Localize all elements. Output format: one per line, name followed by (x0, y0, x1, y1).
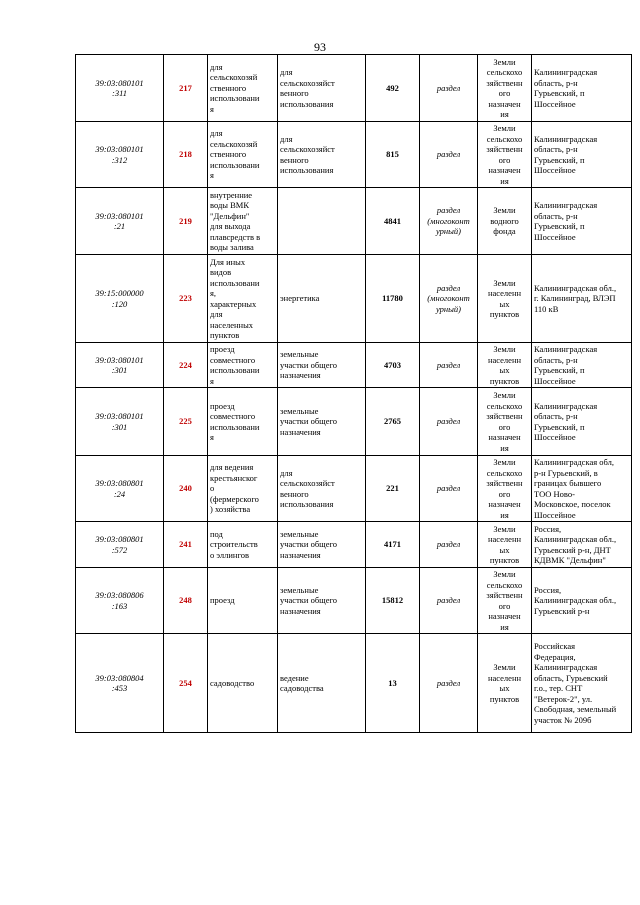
use-type-cell: земельные участки общего назначения (278, 568, 366, 634)
permitted-use-cell: для сельскохозяй ственного использовани я (208, 122, 278, 188)
land-category-cell: Земли водного фонда (478, 188, 532, 255)
area-cell: 11780 (366, 255, 420, 343)
use-type-cell: ведение садоводства (278, 634, 366, 733)
cadastral-number-cell: 39:03:080101 :301 (76, 388, 164, 456)
plot-id-cell: 254 (164, 634, 208, 733)
land-category-cell: Земли населенн ых пунктов (478, 255, 532, 343)
plot-id-cell: 219 (164, 188, 208, 255)
cadastral-number-cell: 39:03:080101 :312 (76, 122, 164, 188)
area-cell: 221 (366, 456, 420, 522)
table-row (76, 188, 632, 255)
permitted-use-cell: под строительств о эллингов (208, 522, 278, 568)
use-type-cell: земельные участки общего назначения (278, 343, 366, 388)
cadastral-number-cell: 39:03:080101 :21 (76, 188, 164, 255)
area-cell: 15812 (366, 568, 420, 634)
operation-kind-cell: раздел (420, 522, 478, 568)
address-cell: Российская Федерация, Калининградская область, Гурьевский г.о., тер. СНТ "Ветерок-2", ул. Свободная, земельный участок № 209б (532, 634, 632, 733)
address-cell: Россия, Калининградская обл., Гурьевский р-н, ДНТ КДВМК "Дельфин" (532, 522, 632, 568)
permitted-use-cell: садоводство (208, 634, 278, 733)
area-cell: 13 (366, 634, 420, 733)
table-row (76, 522, 632, 568)
table-row (76, 255, 632, 343)
area-cell: 4841 (366, 188, 420, 255)
cadastral-number-cell: 39:03:080101 :311 (76, 55, 164, 122)
address-cell: Калининградская область, р-н Гурьевский, п Шоссейное (532, 343, 632, 388)
plot-id-cell: 241 (164, 522, 208, 568)
plot-id-cell: 248 (164, 568, 208, 634)
use-type-cell: для сельскохозяйст венного использования (278, 456, 366, 522)
table-row (76, 343, 632, 388)
address-cell: Калининградская область, р-н Гурьевский, п Шоссейное (532, 55, 632, 122)
permitted-use-cell: Для иных видов использовани я, характерных для населенных пунктов (208, 255, 278, 343)
address-cell: Калининградская область, р-н Гурьевский, п Шоссейное (532, 388, 632, 456)
cadastral-number-cell: 39:15:000000 :120 (76, 255, 164, 343)
permitted-use-cell: проезд совместного использовани я (208, 343, 278, 388)
permitted-use-cell: для ведения крестьянског о (фермерского ) хозяйства (208, 456, 278, 522)
plot-id-cell: 225 (164, 388, 208, 456)
address-cell: Россия, Калининградская обл., Гурьевский р-н (532, 568, 632, 634)
land-category-cell: Земли сельскохо зяйственн ого назначен ия (478, 568, 532, 634)
address-cell: Калининградская обл., г. Калининград, ВЛЭП 110 кВ (532, 255, 632, 343)
table-row (76, 55, 632, 122)
table-row (76, 634, 632, 733)
land-plots-table (75, 54, 632, 733)
address-cell: Калининградская область, р-н Гурьевский, п Шоссейное (532, 122, 632, 188)
table-row (76, 456, 632, 522)
operation-kind-cell: раздел (420, 122, 478, 188)
cadastral-number-cell: 39:03:080801 :24 (76, 456, 164, 522)
use-type-cell: земельные участки общего назначения (278, 522, 366, 568)
area-cell: 492 (366, 55, 420, 122)
table-row (76, 122, 632, 188)
operation-kind-cell: раздел (420, 55, 478, 122)
land-category-cell: Земли сельскохо зяйственн ого назначен ия (478, 388, 532, 456)
plot-id-cell: 224 (164, 343, 208, 388)
cadastral-number-cell: 39:03:080101 :301 (76, 343, 164, 388)
land-category-cell: Земли населенн ых пунктов (478, 634, 532, 733)
use-type-cell: для сельскохозяйст венного использования (278, 55, 366, 122)
area-cell: 4703 (366, 343, 420, 388)
plot-id-cell: 218 (164, 122, 208, 188)
address-cell: Калининградская область, р-н Гурьевский, п Шоссейное (532, 188, 632, 255)
cadastral-number-cell: 39:03:080801 :572 (76, 522, 164, 568)
permitted-use-cell: для сельскохозяй ственного использовани я (208, 55, 278, 122)
land-category-cell: Земли сельскохо зяйственн ого назначен ия (478, 456, 532, 522)
land-category-cell: Земли населенн ых пунктов (478, 522, 532, 568)
area-cell: 4171 (366, 522, 420, 568)
operation-kind-cell: раздел (многоконт урный) (420, 255, 478, 343)
operation-kind-cell: раздел (420, 634, 478, 733)
table-row (76, 388, 632, 456)
permitted-use-cell: проезд совместного использовани я (208, 388, 278, 456)
area-cell: 2765 (366, 388, 420, 456)
use-type-cell: для сельскохозяйст венного использования (278, 122, 366, 188)
table-row (76, 568, 632, 634)
operation-kind-cell: раздел (многоконт урный) (420, 188, 478, 255)
cadastral-number-cell: 39:03:080806 :163 (76, 568, 164, 634)
operation-kind-cell: раздел (420, 388, 478, 456)
plot-id-cell: 223 (164, 255, 208, 343)
land-category-cell: Земли сельскохо зяйственн ого назначен ия (478, 122, 532, 188)
land-category-cell: Земли населенн ых пунктов (478, 343, 532, 388)
use-type-cell: энергетика (278, 255, 366, 343)
permitted-use-cell: внутренние воды ВМК "Дельфин" для выхода плавсредств в воды залива (208, 188, 278, 255)
plot-id-cell: 240 (164, 456, 208, 522)
operation-kind-cell: раздел (420, 568, 478, 634)
plot-id-cell: 217 (164, 55, 208, 122)
operation-kind-cell: раздел (420, 456, 478, 522)
area-cell: 815 (366, 122, 420, 188)
permitted-use-cell: проезд (208, 568, 278, 634)
use-type-cell (278, 188, 366, 255)
address-cell: Калининградская обл, р-н Гурьевский, в границах бывшего ТОО Ново- Московское, поселок Шоссейное (532, 456, 632, 522)
page-number: 93 (314, 40, 326, 54)
land-category-cell: Земли сельскохо зяйственн ого назначен ия (478, 55, 532, 122)
cadastral-number-cell: 39:03:080804 :453 (76, 634, 164, 733)
use-type-cell: земельные участки общего назначения (278, 388, 366, 456)
operation-kind-cell: раздел (420, 343, 478, 388)
